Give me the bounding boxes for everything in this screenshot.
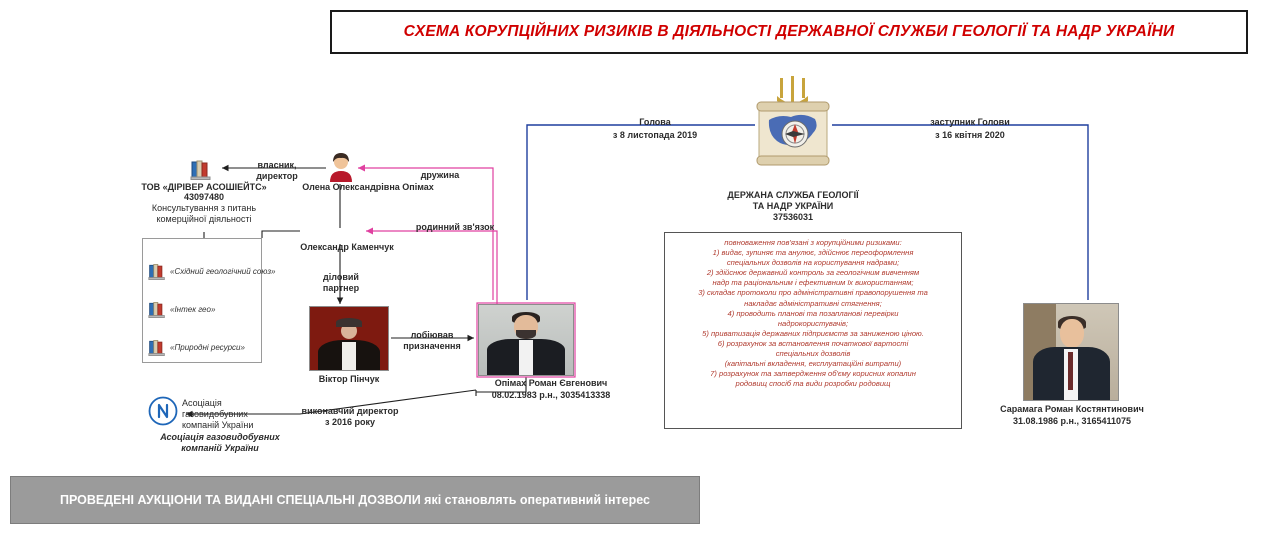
relation-lobbied-label: лобіював призначення — [403, 330, 461, 351]
association-logo-caption: Асоціація газовидобувних компаній України — [182, 398, 254, 430]
person-saramaha-details: 31.08.1986 р.н., 3165411075 — [1012, 416, 1132, 426]
bottom-banner-bold: ПРОВЕДЕНІ АУКЦІОНИ ТА ВИДАНІ СПЕЦІАЛЬНІ ДОЗВОЛИ — [59, 492, 421, 507]
list-item — [148, 262, 276, 280]
company-label: «Інтек гео» — [170, 304, 216, 314]
powers-item: 7) розрахунок та затвердження об'єму корисних копалин — [710, 369, 916, 379]
page-title: СХЕМА КОРУПЦІЙНИХ РИЗИКІВ В ДІЯЛЬНОСТІ ДЕРЖАВНОЇ СЛУЖБИ ГЕОЛОГІЇ ТА НАДР УКРАЇНИ — [403, 23, 1175, 41]
portrait-photo-opimakh — [478, 304, 574, 376]
ukraine-geology-emblem-icon — [755, 72, 831, 182]
books-stack-icon — [190, 158, 212, 180]
powers-item: спеціальних дозволів на користування надрами; — [726, 258, 900, 268]
powers-item: надрокористувачів; — [777, 318, 849, 328]
title-banner — [330, 10, 1248, 54]
powers-item: накладає адміністративні стягнення; — [744, 298, 882, 308]
powers-item: 4) проводить планові та позапланові перевірки — [727, 308, 899, 318]
powers-item: 6) розрахунок за встановлення початкової вартості — [717, 338, 909, 348]
company-driver-activity: Консультування з питань комерційної діяльності — [151, 203, 257, 224]
powers-item: 5) приватизація державних підприємств за заниженою ціною. — [702, 328, 924, 338]
list-item — [148, 338, 245, 356]
company-driver-name: ТОВ «ДІРІВЕР АСОШІЕЙТС» — [141, 182, 267, 192]
powers-item: (капітальні вкладення, експлуатаційні витрати) — [724, 359, 902, 369]
gas-association-logo-icon — [148, 396, 178, 426]
powers-heading: повноваження пов'язані з корупційними ризиками: — [724, 238, 902, 247]
deputy-since-label: з 16 квітня 2020 — [935, 130, 1005, 140]
powers-item: надр та раціональним і ефективним їх використанням; — [712, 278, 914, 288]
company-driver-code: 43097480 — [183, 192, 225, 202]
powers-item: 3) складає протоколи про адміністративні правопорушення та — [698, 288, 928, 298]
bottom-banner — [10, 476, 700, 524]
person-pinchuk-name: Віктор Пінчук — [318, 374, 380, 384]
powers-item: спеціальних дозволів — [775, 349, 851, 359]
books-stack-icon — [148, 300, 166, 318]
powers-item: родовищ спосіб та види розробки родовищ — [735, 379, 891, 389]
association-name: Асоціація газовидобувних компаній України — [160, 432, 280, 453]
books-stack-icon — [148, 338, 166, 356]
portrait-photo-saramaha — [1023, 303, 1119, 401]
books-stack-icon — [148, 262, 166, 280]
agency-code: 37536031 — [772, 212, 814, 222]
head-since-label: з 8 листопада 2019 — [612, 130, 698, 140]
relation-family-label: родинний зв'язок — [415, 222, 495, 232]
powers-item: 1) видає, зупиняє та анулює, здійснює переоформлення — [712, 248, 914, 258]
relation-partner-label: діловий партнер — [322, 272, 360, 293]
bottom-banner-rest: які становлять оперативний інтерес — [424, 492, 650, 507]
person-opimakh-details: 08.02.1983 р.н., 3035413338 — [491, 390, 611, 400]
deputy-role-label: заступник Голови — [930, 117, 1010, 127]
corruption-risk-powers-box — [664, 232, 962, 429]
relation-exec-director-label: виконавчий директор з 2016 року — [301, 406, 399, 427]
list-item — [148, 300, 215, 318]
woman-avatar-icon — [328, 152, 354, 182]
person-kamenchuk-name: Олександр Каменчук — [300, 242, 394, 252]
company-label: «Природні ресурси» — [170, 342, 245, 352]
agency-name: ДЕРЖАНА СЛУЖБА ГЕОЛОГІЇ ТА НАДР УКРАЇНИ — [727, 190, 859, 211]
relation-owner-director-label: власник, директор — [256, 160, 298, 181]
head-role-label: Голова — [639, 117, 671, 127]
person-olena-name: Олена Олександрівна Опімах — [302, 182, 434, 192]
relation-wife-label: дружина — [420, 170, 460, 180]
company-label: «Східний геологічний союз» — [170, 266, 276, 276]
person-opimakh-name: Опімах Роман Євгенович — [494, 378, 608, 388]
portrait-photo-pinchuk — [309, 306, 389, 371]
powers-item: 2) здійснює державний контроль за геологічним вивченням — [706, 268, 920, 278]
person-saramaha-name: Сарамага Роман Костянтинович — [1000, 404, 1144, 414]
